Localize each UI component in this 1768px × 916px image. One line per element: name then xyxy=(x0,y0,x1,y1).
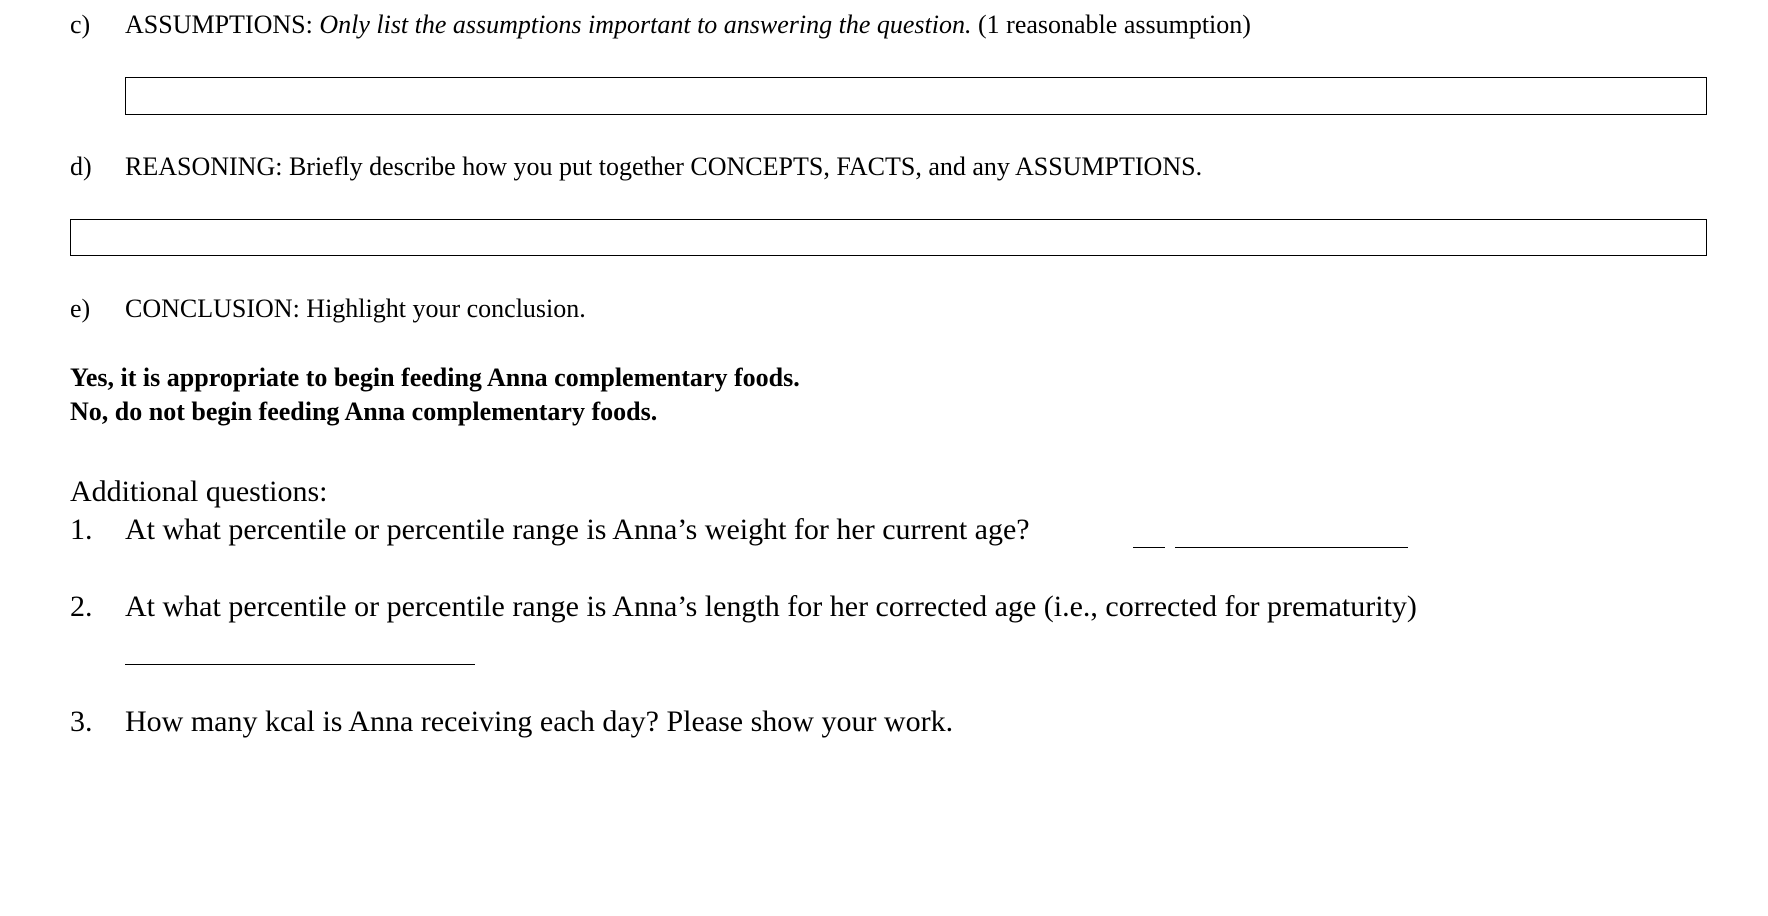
question-1-number: 1. xyxy=(70,513,93,546)
section-d-letter: d) xyxy=(70,152,92,181)
question-1-answer-line-short[interactable] xyxy=(1133,547,1165,548)
section-c-letter: c) xyxy=(70,10,91,39)
section-d-heading: REASONING: xyxy=(125,152,283,181)
question-3-number: 3. xyxy=(70,705,93,738)
question-3-text: How many kcal is Anna receiving each day? Please show your work. xyxy=(125,705,954,738)
question-1-text: At what percentile or percentile range is Anna’s weight for her current age? xyxy=(125,513,1030,546)
additional-questions-heading: Additional questions: xyxy=(70,475,328,508)
conclusion-option-no[interactable]: No, do not begin feeding Anna complementary foods. xyxy=(70,397,658,426)
question-2-text: At what percentile or percentile range is Anna’s length for her corrected age (i.e., corrected for prematurity) xyxy=(125,590,1417,623)
section-c-line xyxy=(125,10,1251,40)
section-c-instruction: Only list the assumptions important to answering the question. xyxy=(319,10,972,39)
section-c-note: (1 reasonable assumption) xyxy=(978,10,1251,39)
section-e-instruction: Highlight your conclusion. xyxy=(306,294,586,323)
section-e-heading: CONCLUSION: xyxy=(125,294,300,323)
section-d-line xyxy=(125,152,1202,182)
question-1-answer-line[interactable] xyxy=(1175,547,1408,548)
section-c-heading: ASSUMPTIONS: xyxy=(125,10,313,39)
reasoning-answer-box[interactable] xyxy=(70,219,1707,256)
section-e-letter: e) xyxy=(70,294,91,323)
question-2-answer-line[interactable] xyxy=(125,664,475,665)
assumptions-answer-box[interactable] xyxy=(125,77,1707,115)
conclusion-option-yes[interactable]: Yes, it is appropriate to begin feeding Anna complementary foods. xyxy=(70,363,800,392)
question-2-number: 2. xyxy=(70,590,93,623)
section-e-line xyxy=(125,294,586,324)
section-d-instruction: Briefly describe how you put together CONCEPTS, FACTS, and any ASSUMPTIONS. xyxy=(288,152,1203,181)
